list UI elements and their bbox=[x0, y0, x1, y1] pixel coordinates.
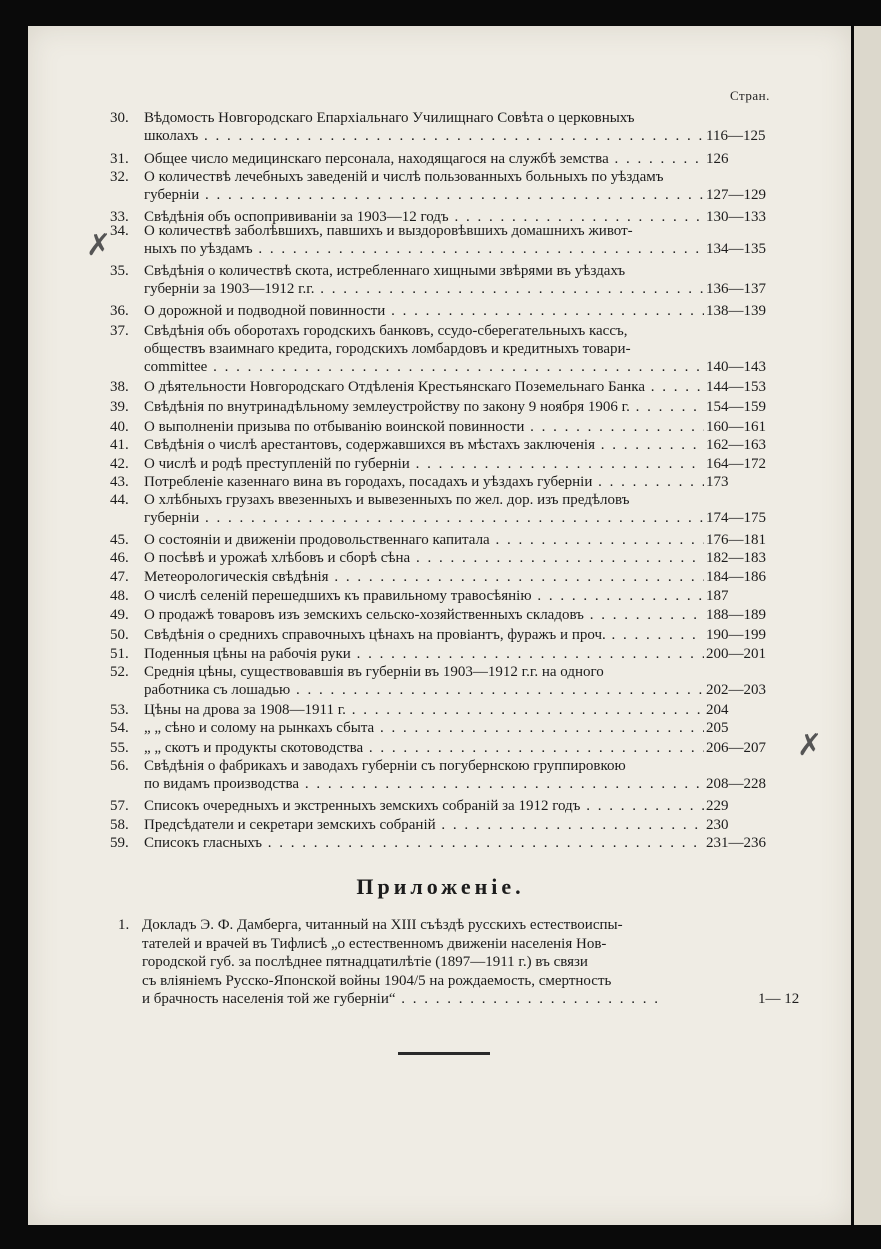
toc-entry-pages: 130—133 bbox=[706, 209, 766, 225]
closing-rule bbox=[398, 1052, 490, 1055]
toc-entry-text bbox=[144, 568, 704, 586]
toc-entry-line: О дѣятельности Новгородскаго Отдѣленія Крестьянскаго Поземельнаго Банка . . . bbox=[144, 378, 704, 396]
toc-entry-number: 33. bbox=[110, 209, 129, 225]
toc-entry-pages: 190—199 bbox=[706, 627, 766, 643]
handwritten-check-mark-2: ✗ bbox=[797, 728, 823, 763]
toc-entry bbox=[110, 473, 800, 491]
toc-entry-pages: 230 bbox=[706, 817, 729, 833]
toc-entry-line: Свѣдѣнія объ оборотахъ городскихъ банковъ, ссудо-сберегательныхъ кассъ, bbox=[144, 323, 628, 339]
next-page-edge bbox=[851, 0, 881, 1249]
toc-entry-pages: 176—181 bbox=[706, 532, 766, 548]
appendix-entry-line: тателей и врачей въ Тифлисѣ „о естественномъ движеніи населенія Нов- bbox=[142, 935, 607, 952]
toc-entry-text bbox=[144, 418, 704, 436]
toc-entry-number: 54. bbox=[110, 720, 129, 736]
toc-entry-number: 57. bbox=[110, 798, 129, 814]
toc-entry-line: О количествѣ лечебныхъ заведеній и числѣ пользованныхъ больныхъ по уѣздамъ bbox=[144, 169, 664, 185]
toc-entry-pages: 144—153 bbox=[706, 379, 766, 395]
toc-entry-number: 53. bbox=[110, 702, 129, 718]
toc-entry-text bbox=[144, 834, 704, 852]
toc-entry-line: Свѣдѣнія о фабрикахъ и заводахъ губерніи съ погубернскою группировкою bbox=[144, 758, 626, 774]
toc-entry-line: О числѣ селеній перешедшихъ къ правильному травосѣянію . . . bbox=[144, 587, 704, 605]
toc-entry-line: О количествѣ заболѣвшихъ, павшихъ и выздоровѣвшихъ домашнихъ живот- bbox=[144, 223, 633, 239]
toc-entry-text bbox=[144, 606, 704, 624]
toc-entry-line: О посѣвѣ и урожаѣ хлѣбовъ и сборѣ сѣна . . . bbox=[144, 549, 704, 567]
toc-entry-pages: 205 bbox=[706, 720, 729, 736]
toc-entry bbox=[110, 436, 800, 454]
toc-entry-number: 42. bbox=[110, 456, 129, 472]
toc-entry-line: Поденныя цѣны на рабочія руки . . . bbox=[144, 645, 704, 663]
toc-entry-line: губерніи . . . bbox=[144, 186, 704, 204]
toc-entry bbox=[110, 455, 800, 473]
toc-entry-line: О числѣ и родѣ преступленій по губерніи . . . bbox=[144, 455, 704, 473]
toc-entry bbox=[110, 302, 800, 320]
toc-entry bbox=[110, 739, 800, 757]
toc-entry-line: Вѣдомость Новгородскаго Епархіальнаго Училищнаго Совѣта о церковныхъ bbox=[144, 110, 635, 126]
toc-entry-number: 58. bbox=[110, 817, 129, 833]
toc-entry-number: 46. bbox=[110, 550, 129, 566]
toc-entry bbox=[110, 645, 800, 663]
toc-entry bbox=[110, 834, 800, 852]
toc-entry-pages: 127—129 bbox=[706, 187, 766, 203]
toc-entry bbox=[110, 150, 800, 168]
toc-entry bbox=[110, 491, 800, 527]
toc-entry-number: 56. bbox=[110, 758, 129, 774]
toc-entry-text bbox=[144, 701, 704, 719]
toc-entry-number: 36. bbox=[110, 303, 129, 319]
toc-entry-line: Свѣдѣнія по внутринадѣльному землеустройству по закону 9 ноября 1906 г. . . . bbox=[144, 398, 704, 416]
toc-entry-text bbox=[144, 398, 704, 416]
toc-entry-line: О состояніи и движеніи продовольственнаго капитала . . . bbox=[144, 531, 704, 549]
toc-entry-number: 30. bbox=[110, 110, 129, 126]
toc-entry-line: губерніи . . . bbox=[144, 509, 704, 527]
toc-entry-line: обществъ взаимнаго кредита, городскихъ ломбардовъ и кредитныхъ товари- bbox=[144, 341, 631, 357]
toc-entry-pages: 164—172 bbox=[706, 456, 766, 472]
toc-entry-text bbox=[144, 549, 704, 567]
toc-entry-line: по видамъ производства . . . bbox=[144, 775, 704, 793]
toc-entry-line: ныхъ по уѣздамъ . . . bbox=[144, 240, 704, 258]
toc-entry-line: Среднія цѣны, существовавшія въ губерніи въ 1903—1912 г.г. на одного bbox=[144, 664, 604, 680]
toc-entry-line: губерніи за 1903—1912 г.г. . . . bbox=[144, 280, 704, 298]
toc-entry-number: 39. bbox=[110, 399, 129, 415]
toc-entry bbox=[110, 757, 800, 793]
toc-entry-number: 43. bbox=[110, 474, 129, 490]
toc-entry-text bbox=[144, 302, 704, 320]
toc-entry-number: 49. bbox=[110, 607, 129, 623]
toc-entry bbox=[110, 418, 800, 436]
toc-entry-line: Предсѣдатели и секретари земскихъ собраній . . . bbox=[144, 816, 704, 834]
toc-entry-pages: 231—236 bbox=[706, 835, 766, 851]
toc-entry-number: 45. bbox=[110, 532, 129, 548]
toc-entry-pages: 136—137 bbox=[706, 281, 766, 297]
toc-entry-text bbox=[144, 222, 704, 258]
toc-entry-pages: 174—175 bbox=[706, 510, 766, 526]
toc-entry-pages: 154—159 bbox=[706, 399, 766, 415]
toc-entry bbox=[110, 797, 800, 815]
toc-entry-line: Свѣдѣнія объ оспопрививаніи за 1903—12 годъ . . . bbox=[144, 208, 704, 226]
toc-entry-number: 37. bbox=[110, 323, 129, 339]
toc-entry bbox=[110, 568, 800, 586]
toc-entry-text bbox=[144, 436, 704, 454]
toc-entry-pages: 173 bbox=[706, 474, 729, 490]
toc-entry-text bbox=[144, 109, 704, 145]
toc-entry-text bbox=[144, 757, 704, 793]
toc-entry-line: О продажѣ товаровъ изъ земскихъ сельско-хозяйственныхъ складовъ . . . bbox=[144, 606, 704, 624]
appendix-title: Приложеніе. bbox=[356, 874, 525, 899]
toc-entry-line: работника съ лошадью . . . bbox=[144, 681, 704, 699]
toc-entry-pages: 206—207 bbox=[706, 740, 766, 756]
appendix-entry-number: 1. bbox=[118, 917, 130, 933]
toc-entry-text bbox=[144, 587, 704, 605]
toc-entry bbox=[110, 719, 800, 737]
toc-entry-number: 48. bbox=[110, 588, 129, 604]
toc-entry-pages: 202—203 bbox=[706, 682, 766, 698]
toc-entry bbox=[110, 816, 800, 834]
toc-entry bbox=[110, 587, 800, 605]
toc-entry-text bbox=[144, 378, 704, 396]
toc-entry bbox=[110, 663, 800, 699]
toc-entry-text bbox=[144, 816, 704, 834]
toc-entry-pages: 204 bbox=[706, 702, 729, 718]
toc-entry-pages: 208—228 bbox=[706, 776, 766, 792]
toc-entry-text bbox=[144, 719, 704, 737]
toc-entry-line: „ „ сѣно и солому на рынкахъ сбыта . . . bbox=[144, 719, 704, 737]
toc-entry bbox=[110, 262, 800, 298]
toc-entry-line: Потребленіе казеннаго вина въ городахъ, посадахъ и уѣздахъ губерніи . . . bbox=[144, 473, 704, 491]
toc-entry bbox=[110, 398, 800, 416]
toc-entry-pages: 126 bbox=[706, 151, 729, 167]
toc-entry-number: 35. bbox=[110, 263, 129, 279]
toc-entry-pages: 182—183 bbox=[706, 550, 766, 566]
toc-entry-number: 40. bbox=[110, 419, 129, 435]
toc-entry bbox=[110, 606, 800, 624]
toc-entry bbox=[110, 109, 800, 145]
toc-entry bbox=[110, 222, 800, 258]
toc-entry-number: 52. bbox=[110, 664, 129, 680]
toc-entry-pages: 200—201 bbox=[706, 646, 766, 662]
page-column-header: Стран. bbox=[730, 88, 770, 103]
toc-entry-line: О хлѣбныхъ грузахъ ввезенныхъ и вывезенныхъ по жел. дор. изъ предѣловъ bbox=[144, 492, 630, 508]
toc-entry-number: 32. bbox=[110, 169, 129, 185]
toc-entry-text bbox=[144, 473, 704, 491]
toc-entry bbox=[110, 701, 800, 719]
toc-entry-pages: 138—139 bbox=[706, 303, 766, 319]
toc-entry-text bbox=[144, 797, 704, 815]
toc-entry-text bbox=[144, 531, 704, 549]
toc-entry bbox=[110, 322, 800, 376]
toc-entry-number: 38. bbox=[110, 379, 129, 395]
toc-entry-number: 59. bbox=[110, 835, 129, 851]
toc-entry-pages: 134—135 bbox=[706, 241, 766, 257]
toc-entry-pages: 162—163 bbox=[706, 437, 766, 453]
toc-entry-text bbox=[144, 262, 704, 298]
toc-entry-line: Свѣдѣнія о числѣ арестантовъ, содержавшихся въ мѣстахъ заключенія . . . bbox=[144, 436, 704, 454]
toc-entry-pages: 188—189 bbox=[706, 607, 766, 623]
toc-entry-text bbox=[144, 322, 704, 376]
toc-entry-line: Общее число медицинскаго персонала, находящагося на службѣ земства . . . bbox=[144, 150, 704, 168]
appendix-entry-line: и брачность населенія той же губерніи“ . . . bbox=[142, 990, 682, 1009]
toc-entry-text bbox=[144, 663, 704, 699]
toc-entry-number: 50. bbox=[110, 627, 129, 643]
toc-entry bbox=[110, 626, 800, 644]
toc-entry bbox=[110, 168, 800, 204]
toc-entry-text bbox=[144, 168, 704, 204]
appendix-entry-text bbox=[142, 916, 682, 1009]
toc-entry bbox=[110, 378, 800, 396]
toc-entry-number: 44. bbox=[110, 492, 129, 508]
handwritten-check-mark-1: ✗ bbox=[86, 228, 112, 263]
toc-entry-text bbox=[144, 150, 704, 168]
toc-entry-pages: 184—186 bbox=[706, 569, 766, 585]
toc-entry-line: Свѣдѣнія о количествѣ скота, истребленнаго хищными звѣрями въ уѣздахъ bbox=[144, 263, 626, 279]
toc-entry-number: 41. bbox=[110, 437, 129, 453]
toc-entry-number: 31. bbox=[110, 151, 129, 167]
toc-entry-text bbox=[144, 739, 704, 757]
toc-entry-line: О выполненіи призыва по отбыванію воинской повинности . . . bbox=[144, 418, 704, 436]
toc-entry-pages: 229 bbox=[706, 798, 729, 814]
toc-entry-text bbox=[144, 455, 704, 473]
toc-entry-line: Цѣны на дрова за 1908—1911 г. . . . bbox=[144, 701, 704, 719]
toc-entry-number: 55. bbox=[110, 740, 129, 756]
toc-entry-line: Свѣдѣнія о среднихъ справочныхъ цѣнахъ на провіантъ, фуражъ и проч. . . . bbox=[144, 626, 704, 644]
toc-entry-number: 34. bbox=[110, 223, 129, 239]
appendix-entry-pages: 1— 12 bbox=[758, 991, 800, 1007]
appendix-entry-line: Докладъ Э. Ф. Дамберга, читанный на XIII съѣздѣ русскихъ естествоиспы- bbox=[142, 917, 623, 933]
toc-entry-line: Списокъ очередныхъ и экстренныхъ земскихъ собраній за 1912 годъ . . . bbox=[144, 797, 704, 815]
toc-entry-pages: 187 bbox=[706, 588, 729, 604]
toc-entry-line: committee . . . bbox=[144, 358, 704, 376]
toc-entry-pages: 140—143 bbox=[706, 359, 766, 375]
toc-entry-line: школахъ . . . bbox=[144, 127, 704, 145]
toc-entry bbox=[110, 549, 800, 567]
toc-entry-number: 47. bbox=[110, 569, 129, 585]
toc-entry-pages: 116—125 bbox=[706, 128, 766, 144]
appendix-entry-line: съ вліяніемъ Русско-Японской войны 1904/5 на рождаемость, смертность bbox=[142, 972, 612, 989]
toc-entry-text bbox=[144, 626, 704, 644]
toc-entry bbox=[110, 531, 800, 549]
toc-entry-line: Метеорологическія свѣдѣнія . . . bbox=[144, 568, 704, 586]
toc-entry-line: „ „ скотъ и продукты скотоводства . . . bbox=[144, 739, 704, 757]
toc-entry-text bbox=[144, 491, 704, 527]
appendix-entry-line: городской губ. за послѣднее пятнадцатилѣтіе (1897—1911 г.) въ связи bbox=[142, 954, 588, 970]
toc-entry-line: Списокъ гласныхъ . . . bbox=[144, 834, 704, 852]
toc-entry-text bbox=[144, 645, 704, 663]
toc-entry-line: О дорожной и подводной повинности . . . bbox=[144, 302, 704, 320]
toc-entry-number: 51. bbox=[110, 646, 129, 662]
toc-entry-pages: 160—161 bbox=[706, 419, 766, 435]
